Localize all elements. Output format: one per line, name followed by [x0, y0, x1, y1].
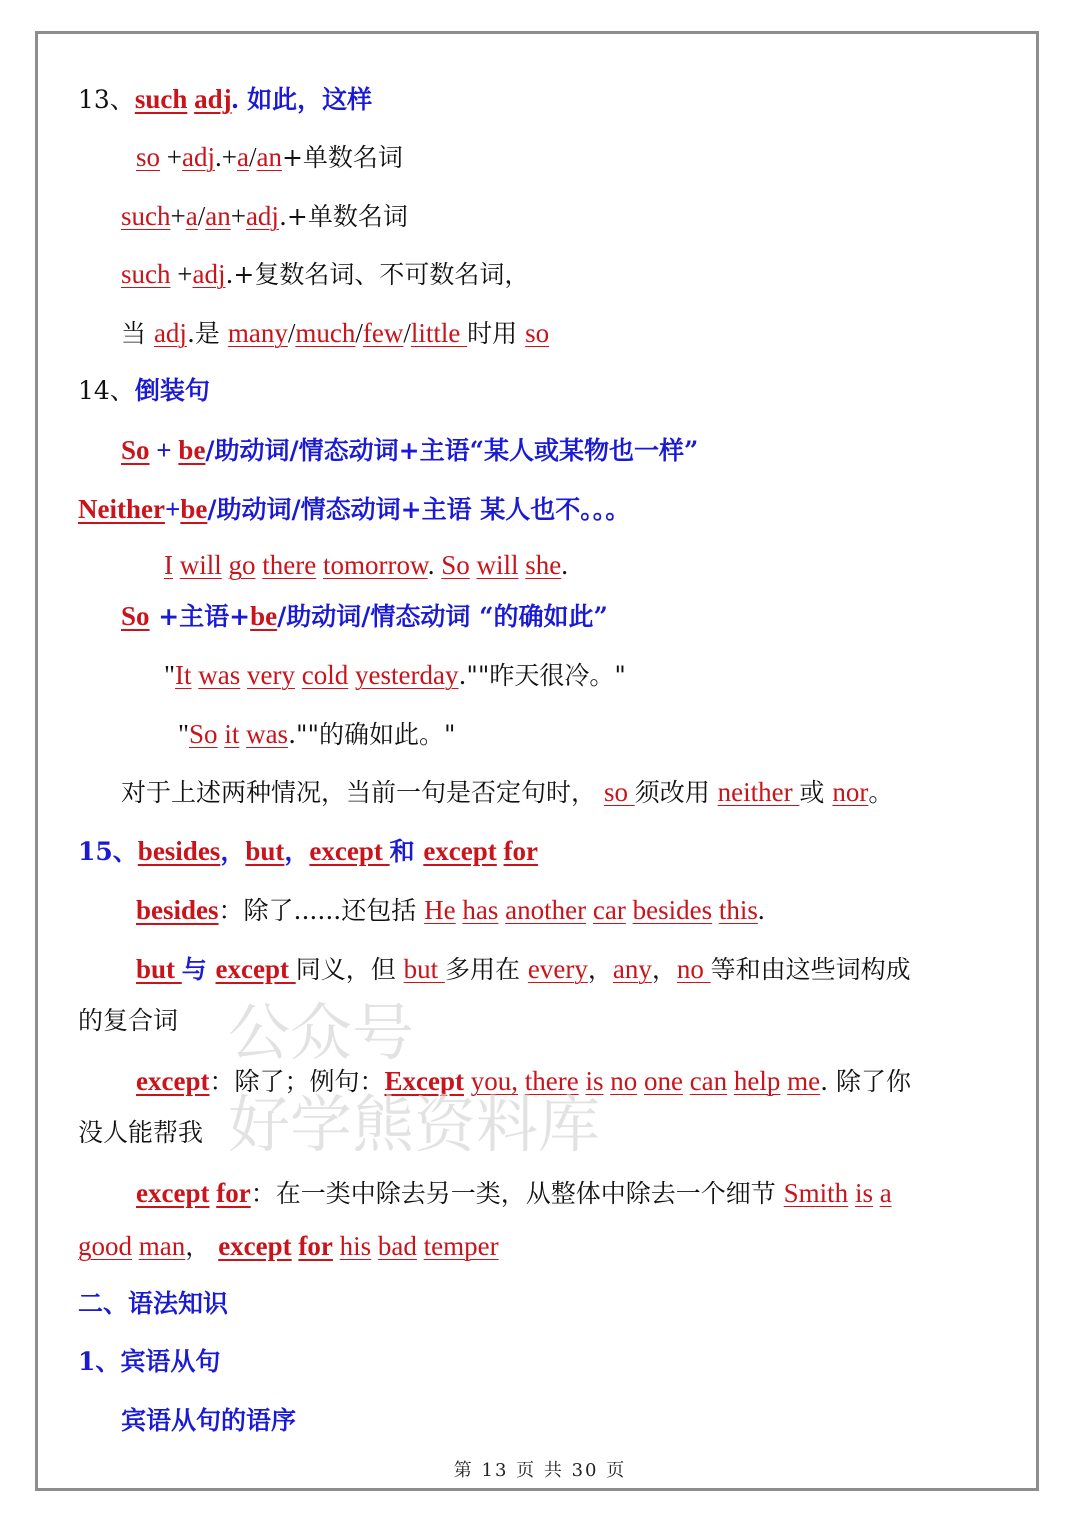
item-14-heading: 14、倒装句	[78, 376, 210, 405]
example-cold-yesterday: "It was very cold yesterday.""昨天很冷。"	[164, 660, 626, 690]
but-except-def: but 与 except 同义，但 but 多用在 every，any，no 等和由这些词构成	[136, 954, 911, 984]
item-15-heading: 15、besides，but，except 和 except for	[78, 836, 539, 866]
such-adj-rule: such +adj.+复数名词、不可数名词，	[121, 259, 530, 289]
besides-def: besides：除了......还包括 He has another car besides this.	[136, 895, 765, 925]
watermark-line2: 好学熊资料库	[228, 1088, 601, 1161]
so-subject-be-rule: So +主语+be/助动词/情态动词 “的确如此”	[121, 601, 608, 631]
except-def-cont: 没人能帮我	[78, 1118, 204, 1147]
except-for-example: good man， except for his bad temper	[78, 1231, 499, 1261]
so-be-rule: So + be/助动词/情态动词+主语“某人或某物也一样”	[121, 435, 699, 465]
item-13-heading: 13、such adj. 如此，这样	[78, 84, 373, 114]
but-except-def-cont: 的复合词	[78, 1006, 179, 1035]
such-a-rule: such+a/an+adj.+单数名词	[121, 201, 408, 231]
negative-note: 对于上述两种情况，当前一句是否定句时， so 须改用 neither 或 nor。	[121, 777, 894, 807]
page-border	[35, 31, 1039, 1491]
watermark-line1: 公众号	[228, 996, 415, 1069]
example-so-will-she: I will go there tomorrow. So will she.	[164, 550, 569, 580]
many-much-rule: 当 adj.是 many/much/few/little 时用 so	[121, 318, 550, 348]
subsection-object-clause: 1、宾语从句	[78, 1347, 221, 1376]
except-for-def: except for：在一类中除去另一类，从整体中除去一个细节 Smith is a	[136, 1178, 892, 1208]
object-clause-word-order: 宾语从句的语序	[121, 1406, 297, 1435]
except-def: except：除了；例句：Except you, there is no one can help me. 除了你	[136, 1066, 912, 1096]
page-number-footer: 第 13 页 共 30 页	[453, 1460, 627, 1481]
neither-be-rule: Neither+be/助动词/情态动词+主语 某人也不。。。	[78, 494, 631, 524]
example-so-it-was: "So it was.""的确如此。"	[178, 719, 456, 749]
section-heading-grammar: 二、语法知识	[78, 1289, 229, 1318]
so-adj-rule: so +adj.+a/an+单数名词	[136, 142, 403, 172]
